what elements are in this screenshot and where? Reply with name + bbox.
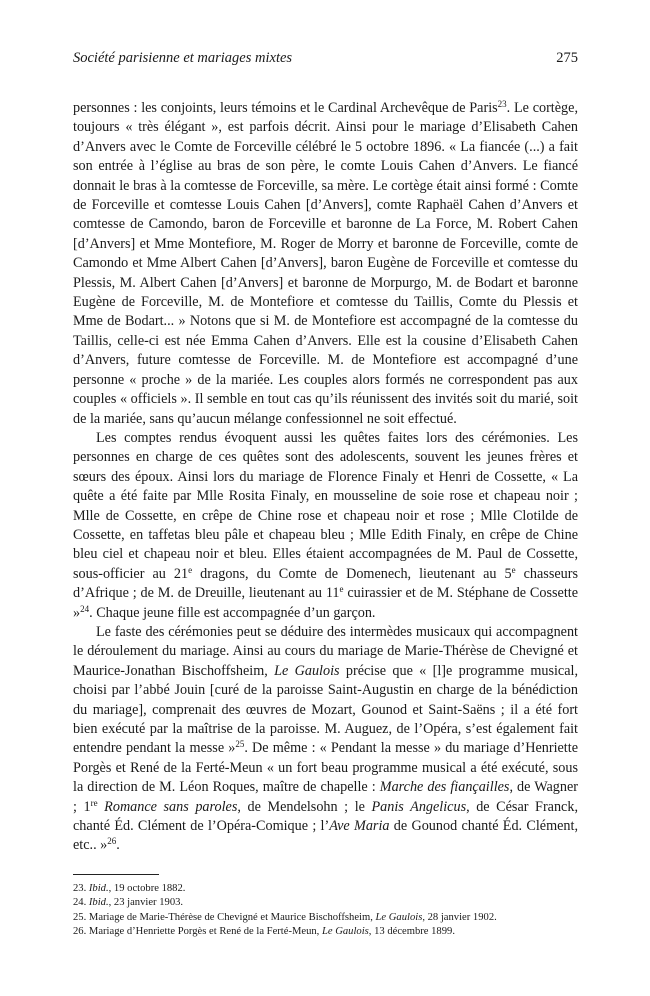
footnotes: [73, 882, 578, 940]
running-title: Société parisienne et mariages mixtes: [73, 50, 293, 66]
text-run: , de Wagner ; 1: [73, 779, 578, 815]
text-run: . Le cortège, toujours « très élégant », est parfois décrit. Ainsi pour le mariage d’Elisabeth Cahen d’Anvers avec le Comte de Forceville célébré le 5 octobre 1896. « La fiancée (...) a fait son entrée à l’église au bras de son père, le comte Louis Cahen d’Anvers. Le fiancé donnait le bras à la comtesse de Forceville, sa mère. Le cortège était ainsi formé : Comte de Forceville et comtesse Louis Cahen [d’Anvers], comte Raphaël Cahen d’Anvers et comtesse de Camondo, baron de Forceville et baronne de La Force, M. Robert Cahen [d’Anvers] et Mme Montefiore, M. Roger de Morry et baronne de Forceville, comte de Camondo et Mme Albert Cahen [d’Anvers], baron Eugène de Forceville et comtesse du Plessis, M. Albert Cahen [d’Anvers] et baronne de Morpurgo, M. de Bodart et baronne Eugène de Forceville, M. de Montefiore et comtesse du Taillis, Comte du Plessis et Mme de Bodart... » Notons que si M. de Montefiore est accompagné de la comtesse du Taillis, celle-ci est née Emma Cahen d’Anvers. Elle est la cousine d’Elisabeth Cahen d’Anvers, future comtesse de Forceville. M. de Montefiore est accompagné d’une personne « proche » de la mariée. Les couples alors formés ne correspondent pas aux couples « officiels ». Il semble en tout cas qu’ils réunissent des invités soit du marié, soit de la mariée, sans qu’aucun mélange confessionnel ne soit effectué.: [73, 100, 578, 427]
footnote-ref[interactable]: 26: [107, 836, 117, 847]
body-text: [73, 99, 578, 856]
footnote-text: , 23 janvier 1903.: [108, 897, 184, 909]
text-run: , de Mendelsohn ; le: [237, 798, 372, 815]
text-run: . Chaque jeune fille est accompagnée d’un garçon.: [89, 604, 376, 621]
footnote-text: , 13 décembre 1899.: [368, 926, 455, 938]
footnote-ibid: Ibid.: [88, 897, 109, 909]
superscript: e: [339, 584, 344, 595]
page-number: 275: [556, 50, 578, 66]
footnote-number: 25.: [73, 911, 87, 923]
footnote-25: [73, 911, 578, 925]
work-title: Ave Maria: [329, 818, 390, 835]
work-title: Panis Angelicus: [371, 798, 467, 815]
text-run: chasseurs d’Afrique ; de M. de Dreuille, lieutenant au 11: [73, 565, 578, 602]
work-title: Marche des fiançailles: [379, 779, 510, 796]
page-header: [73, 50, 578, 72]
text-run: précise que « [l]e programme musical, choisi par l’abbé Jouin [curé de la paroisse Saint-Augustin en charge de la bénédiction du mariage], comprenait des œuvres de Mozart, Gounod et Saint-Saëns ; il a été fort bien exécuté par la maîtrise de la paroisse. M. Auguez, de l’Opéra, s’est également fait entendre pendant la messe »: [73, 662, 578, 757]
newspaper-title: Le Gaulois: [321, 926, 369, 938]
paragraph: [73, 623, 578, 856]
footnote-ibid: Ibid.: [88, 883, 109, 894]
footnote-ref[interactable]: 24: [80, 603, 90, 614]
footnote-24: [73, 896, 578, 910]
superscript: e: [188, 564, 193, 575]
text-run: Les comptes rendus évoquent aussi les quêtes faites lors des cérémonies. Les personnes en charge de ces quêtes sont des adolescents, souvent les jeunes frères et sœurs des époux. Ainsi lors du mariage de Florence Finaly et Henri de Cossette, « La quête a été faite par Mlle Rosita Finaly, en mousseline de soie rose et chapeau noir ; Mlle de Cossette, en crêpe de Chine rose et chapeau noir et rose ; Mlle Clotilde de Cossette, en taffetas bleu pâle et chapeau bleu ; Mlle Edith Finaly, en crêpe de Chine bleu ciel et chapeau noir et bleu. Elles étaient accompagnées de M. Paul de Cossette, sous-officier au 21: [73, 429, 578, 582]
superscript: e: [511, 564, 516, 575]
footnote-23: [73, 882, 578, 896]
footnote-number: 23.: [73, 883, 87, 894]
footnote-ref[interactable]: 23: [497, 99, 507, 109]
footnote-text: , 19 octobre 1882.: [108, 883, 186, 894]
text-run: Le faste des cérémonies peut se déduire des intermèdes musicaux qui accompagnent le déroulement du mariage. Ainsi au cours du mariage de Marie-Thérèse de Chevigné et Maurice-Jonathan Bischoffsheim,: [73, 623, 578, 679]
text-run: personnes : les conjoints, leurs témoins et le Cardinal Archevêque de Paris: [73, 100, 498, 116]
newspaper-title: Le Gaulois: [274, 662, 340, 679]
footnote-text: Mariage d’Henriette Porgès et René de la Ferté-Meun,: [88, 926, 322, 938]
text-run: .: [116, 837, 120, 854]
footnote-number: 24.: [73, 897, 87, 909]
text-run: dragons, du Comte de Domenech, lieutenant au 5: [192, 565, 512, 582]
footnote-text: Mariage de Marie-Thérèse de Chevigné et Maurice Bischoffsheim,: [88, 911, 376, 923]
text-run: de Gounod chanté Éd. Clément, etc.. »: [73, 818, 578, 854]
footnote-number: 26.: [73, 926, 87, 938]
text-run: , de César Franck, chanté Éd. Clément de l’Opéra-Comique ; l’: [73, 798, 578, 835]
footnote-ref[interactable]: 25: [235, 739, 245, 750]
paragraph: [73, 99, 578, 429]
footnote-text: , 28 janvier 1902.: [422, 911, 497, 923]
paragraph: [73, 429, 578, 623]
newspaper-title: Le Gaulois: [375, 911, 423, 923]
text-run: . De même : « Pendant la messe » du mariage d’Henriette Porgès et René de la Ferté-Meun « un fort beau programme musical a été exécuté, sous la direction de M. Léon Roques, maître de chapelle :: [73, 740, 578, 796]
superscript: re: [90, 797, 98, 808]
footnote-26: [73, 925, 578, 939]
text-run: cuirassier et de M. Stéphane de Cossette »: [73, 585, 578, 621]
work-title: Romance sans paroles: [97, 798, 238, 815]
footnote-divider: [73, 874, 159, 875]
